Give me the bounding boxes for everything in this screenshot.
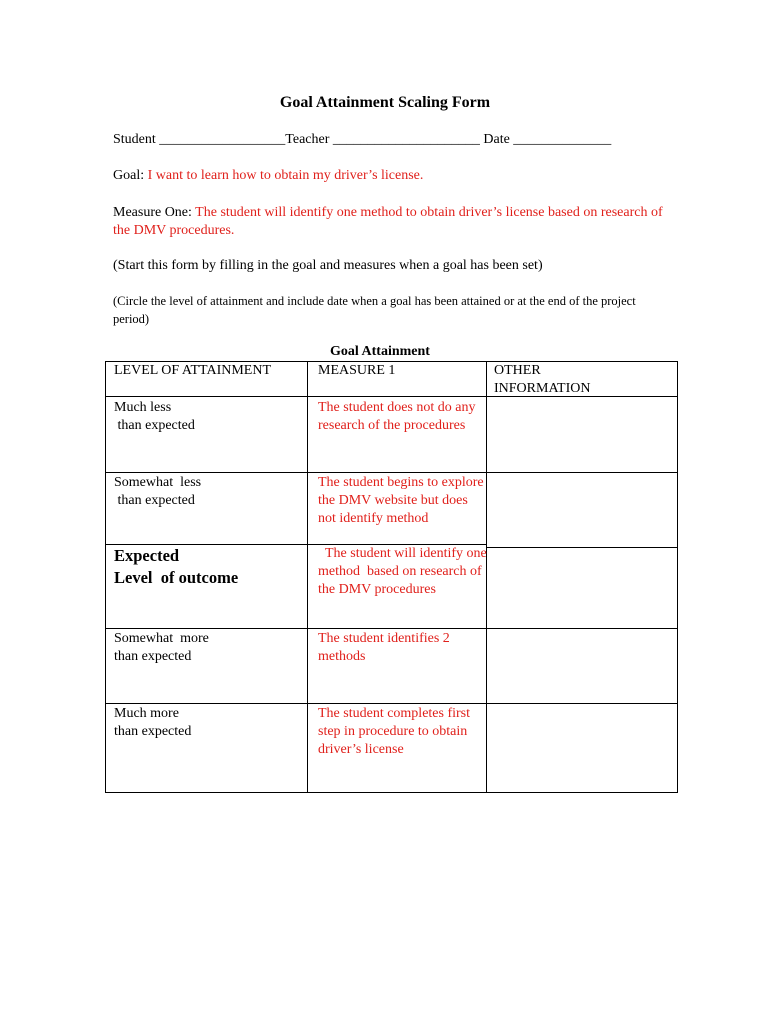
level-line: Somewhat more	[114, 631, 209, 646]
table-divider	[106, 628, 677, 629]
instruction-start: (Start this form by filling in the goal and measures when a goal has been set)	[113, 258, 543, 273]
table-divider	[106, 472, 677, 473]
instruction-circle: (Circle the level of attainment and include date when a goal has been attained or at the end of the project period)	[113, 294, 636, 326]
header-other-line2: INFORMATION	[494, 381, 591, 396]
header-other	[494, 362, 674, 398]
measure-cell: The student will identify one method based on research of the DMV procedures	[318, 546, 491, 597]
table-divider	[106, 703, 677, 704]
measure-label: Measure One:	[113, 205, 192, 220]
level-line: than expected	[114, 418, 195, 433]
attainment-table	[105, 361, 678, 793]
goal-attainment-caption: Goal Attainment	[330, 344, 430, 359]
measure-text: The student will identify one method to obtain driver’s license based on research of the DMV procedures.	[113, 205, 663, 238]
level-line: Expected	[114, 546, 180, 565]
level-line: than expected	[114, 493, 195, 508]
measure-cell: The student completes first step in procedure to obtain driver’s license	[318, 706, 471, 757]
level-cell-expected	[114, 545, 304, 589]
level-cell	[114, 474, 304, 510]
measure-cell: The student begins to explore the DMV website but does not identify method	[318, 475, 484, 526]
table-divider	[486, 547, 677, 548]
measure-cell: The student does not do any research of the procedures	[318, 400, 476, 433]
goal-line	[113, 168, 423, 184]
measure-cell: The student identifies 2 methods	[318, 631, 450, 664]
level-line: than expected	[114, 724, 192, 739]
header-measure: MEASURE 1	[318, 363, 396, 378]
header-level: LEVEL OF ATTAINMENT	[114, 363, 272, 378]
header-other-line1: OTHER	[494, 363, 541, 378]
measure-one-line	[113, 204, 673, 240]
student-teacher-date-line: Student __________________Teacher _____________________ Date ______________	[113, 132, 612, 147]
form-title: Goal Attainment Scaling Form	[279, 94, 491, 111]
level-line: Much more	[114, 706, 179, 721]
level-line: Somewhat less	[114, 475, 202, 490]
level-cell	[114, 399, 304, 435]
level-cell	[114, 630, 304, 666]
level-cell	[114, 705, 304, 741]
goal-label: Goal:	[113, 168, 145, 183]
level-line: Level of outcome	[114, 568, 239, 587]
goal-text: I want to learn how to obtain my driver’s license.	[147, 168, 424, 183]
level-line: Much less	[114, 400, 172, 415]
table-divider	[307, 362, 308, 792]
level-line: than expected	[114, 649, 192, 664]
